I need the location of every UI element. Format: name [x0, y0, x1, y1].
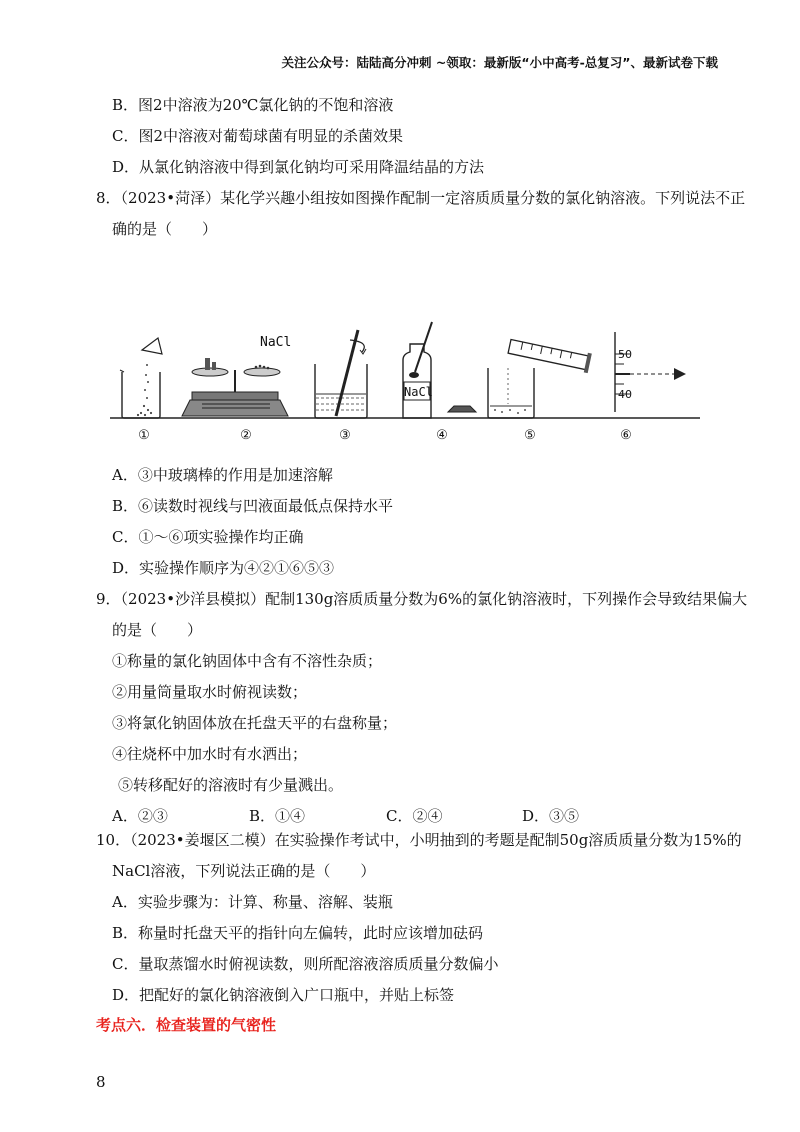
q8-figure: [110, 320, 700, 450]
nacl-label-bottle: NaCl: [404, 385, 433, 399]
q8-option-b: B．⑥读数时视线与凹液面最低点保持水平: [112, 497, 394, 515]
q8-option-c: C．①～⑥项实验操作均正确: [112, 528, 304, 546]
q9-option-d: D．③⑤: [522, 807, 580, 825]
experiment-diagram: [110, 320, 700, 450]
q9-option-a: A．②③: [112, 807, 168, 825]
q9-item-3: ③将氯化钠固体放在托盘天平的右盘称量；: [112, 714, 398, 732]
scale-label-40: 40: [618, 388, 632, 401]
step-label-1: ①: [138, 428, 150, 443]
scale-label-50: 50: [618, 348, 632, 361]
nacl-label-balance: NaCl: [260, 335, 292, 350]
reagent-bottle: [403, 322, 476, 418]
q10-option-a: A．实验步骤为：计算、称量、溶解、装瓶: [112, 893, 393, 911]
q9-option-b: B．①④: [249, 807, 306, 825]
q8-option-a: A．③中玻璃棒的作用是加速溶解: [112, 466, 333, 484]
q9-item-4: ④往烧杯中加水时有水洒出；: [112, 745, 308, 763]
step-label-6: ⑥: [620, 428, 632, 443]
q10-option-c: C．量取蒸馏水时俯视读数，则所配溶液溶质质量分数偏小: [112, 955, 499, 973]
section-title: 考点六．检查装置的气密性: [96, 1016, 277, 1034]
step-label-5: ⑤: [524, 428, 536, 443]
page-header: 关注公众号：陆陆高分冲刺 ~领取：最新版“小中高考-总复习”、最新试卷下载: [281, 55, 718, 70]
page-number: 8: [96, 1073, 106, 1091]
step-label-2: ②: [240, 428, 252, 443]
beaker-with-stirring-rod: [315, 330, 367, 418]
q8-option-d: D．实验操作顺序为④②①⑥⑤③: [112, 559, 335, 577]
q9-stem-line1: 9．（2023•沙洋县模拟）配制130g溶质质量分数为6%的氯化钠溶液时，下列操作会导致结果偏大: [96, 590, 748, 608]
eye-icon: [674, 368, 686, 380]
q9-stem-line2: 的是（ ）: [112, 621, 203, 639]
beaker-pouring-salt: [120, 338, 162, 418]
q10-option-d: D．把配好的氯化钠溶液倒入广口瓶中，并贴上标签: [112, 986, 455, 1004]
q10-option-b: B．称量时托盘天平的指针向左偏转，此时应该增加砝码: [112, 924, 484, 942]
q9-option-c: C．②④: [386, 807, 443, 825]
graduated-cylinder-icon: [507, 337, 591, 374]
step-label-3: ③: [339, 428, 351, 443]
q8-stem-line1: 8．（2023•菏泽）某化学兴趣小组按如图操作配制一定溶质质量分数的氯化钠溶液。下列说法不正: [96, 189, 746, 207]
q7-option-b: B．图2中溶液为20℃氯化钠的不饱和溶液: [112, 96, 394, 114]
q9-item-5: ⑤转移配好的溶液时有少量溅出。: [118, 776, 344, 794]
paper-icon: [142, 338, 162, 354]
q7-option-c: C．图2中溶液对葡萄球菌有明显的杀菌效果: [112, 127, 404, 145]
q10-stem-line2: NaCl溶液，下列说法正确的是（ ）: [112, 862, 376, 880]
q7-option-d: D．从氯化钠溶液中得到氯化钠均可采用降温结晶的方法: [112, 158, 485, 176]
stopper-icon: [448, 406, 476, 412]
q8-stem-line2: 确的是（ ）: [112, 220, 218, 238]
glass-rod: [336, 330, 358, 416]
q9-item-1: ①称量的氯化钠固体中含有不溶性杂质；: [112, 652, 383, 670]
beaker-pouring-water: [488, 337, 592, 418]
q10-stem-line1: 10．（2023•姜堰区二模）在实验操作考试中，小明抽到的考题是配制50g溶质质量分数为15%的: [96, 831, 742, 849]
q9-item-2: ②用量筒量取水时俯视读数；: [112, 683, 308, 701]
spoon-icon: [415, 322, 432, 372]
balance-scale: [182, 358, 288, 416]
step-label-4: ④: [436, 428, 448, 443]
